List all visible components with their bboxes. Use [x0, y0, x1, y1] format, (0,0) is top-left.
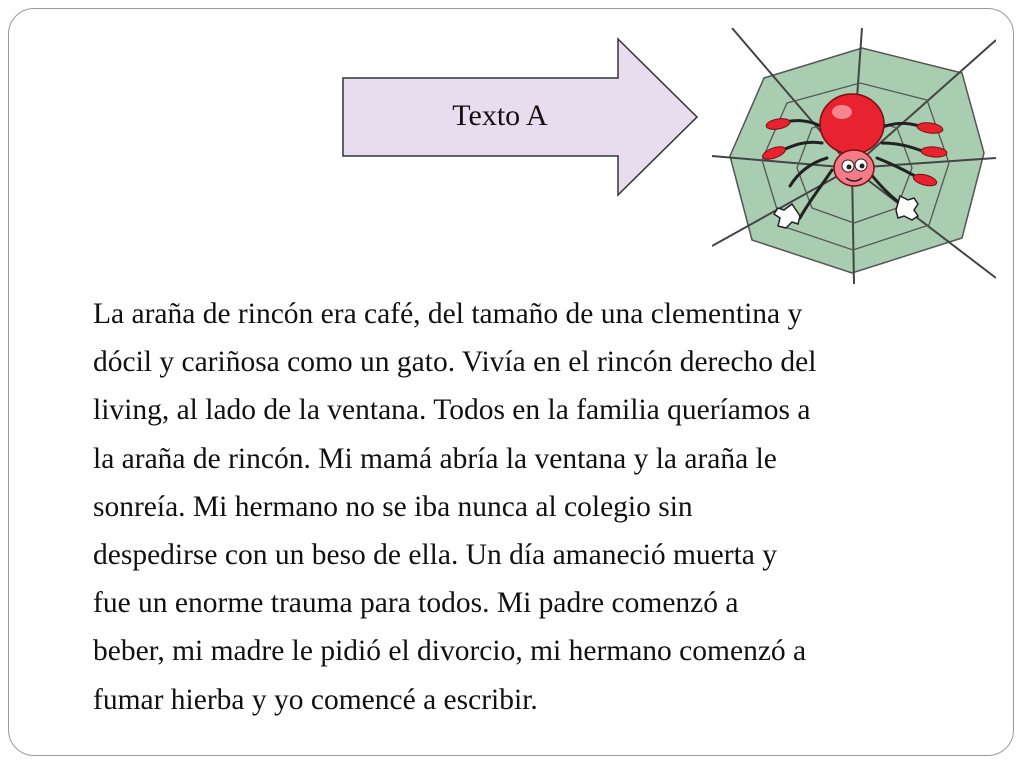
- arrow-label: Texto A: [452, 99, 548, 132]
- story-paragraph: La araña de rincón era café, del tamaño de una clementina y dócil y cariñosa como un gato. Vivía en el rincón derecho del living, al lado de la ventana. Todos en la familia queríamos a la araña de rincón. Mi mamá abría la ventana y la araña le sonreía. Mi hermano no se iba nunca al colegio sin despedirse con un beso de ella. Un día amaneció muerta y fue un enorme trauma para todos. Mi padre comenzó a beber, mi madre le pidió el divorcio, mi hermano comenzó a fumar hierba y yo comencé a escribir.: [93, 298, 817, 716]
- spider-web-icon: [712, 28, 996, 284]
